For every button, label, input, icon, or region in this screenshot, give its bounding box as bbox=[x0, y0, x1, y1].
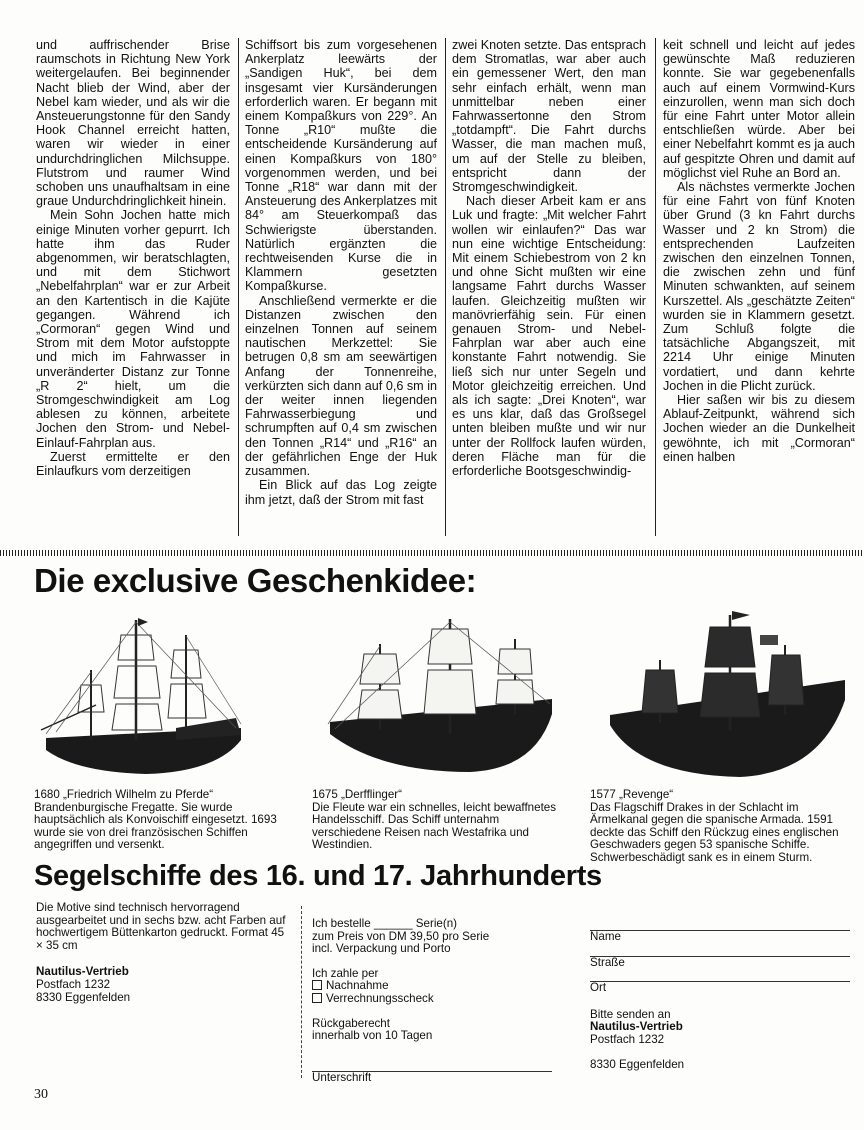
vendor-name: Nautilus-Vertrieb bbox=[36, 965, 129, 979]
name-field[interactable] bbox=[590, 918, 850, 931]
city-label: Ort bbox=[590, 981, 607, 995]
paragraph: Ein Blick auf das Log zeigte ihm jetzt, daß der Strom mit fast bbox=[245, 478, 437, 507]
ship-illustration-friedrich-wilhelm bbox=[36, 600, 246, 786]
page-number: 30 bbox=[34, 1087, 48, 1102]
product-description: Die Motive sind technisch hervorragend ausgearbeitet und in sechs bzw. acht Farben auf hochwertigem Büttenkarton gedruckt. Format 45 × 35 cm bbox=[36, 901, 286, 952]
checkbox-icon[interactable] bbox=[312, 980, 322, 990]
paragraph: keit schnell und leicht auf jedes gewünschte Maß reduzieren konnte. Sie war gegebenenfalls auch auf einem Vormwind-Kurs einzurollen, wenn man sich doch für eine Fahrt unter Motor allein entschließen würde. Aber bei einer Nebelfahrt kommt es ja auch auf gespitzte Ohren und damit auf möglichst viel Ruhe an Bord an. bbox=[663, 38, 855, 180]
send-to-city: 8330 Eggenfelden bbox=[590, 1057, 685, 1071]
ad-title: Segelschiffe des 16. und 17. Jahrhunderts bbox=[34, 860, 602, 892]
column-divider bbox=[655, 38, 656, 536]
vendor-city: 8330 Eggenfelden bbox=[36, 990, 131, 1004]
signature-label: Unterschrift bbox=[312, 1070, 372, 1084]
article-column-1 bbox=[36, 38, 230, 478]
paragraph: Anschließend vermerkte er die Distanzen zwischen den einzelnen Tonnen auf seinem nautischen Merkzettel: Sie betrugen 0,8 sm am seewärtigen Anfang der Tonnenreihe, verkürzten sich dann auf 0,6 sm in der weiter innen liegenden Fahrwasserbiegung und schrumpften auf 0,4 sm zwischen den Tonnen „R14“ und „R16“ an der gefährlichen Enge der Huk zusammen. bbox=[245, 293, 437, 479]
ship-title: 1577 „Revenge“ bbox=[590, 788, 674, 801]
street-label: Straße bbox=[590, 955, 625, 969]
paragraph: zwei Knoten setzte. Das entsprach dem Stromatlas, war aber auch ein gemessener Wert, den man sehr einfach erhält, wenn man unmittelbar neben einer Fahrwassertonne den Strom „totdampft“. Die Fahrt durchs Wasser, die man machen muß, um auf der Stelle zu bleiben, entspricht dann der Stromgeschwindigkeit. bbox=[452, 38, 646, 195]
article-column-2 bbox=[245, 38, 437, 507]
ship-title: 1675 „Derfflinger“ bbox=[312, 788, 403, 801]
paragraph: Als nächstes vermerkte Jochen für eine Fahrt von fünf Knoten über Grund (3 kn Fahrt durchs Wasser und 2 kn Strom) die entsprechenden Laufzeiten zwischen den einzelnen Tonnen, die zwischen zehn und fünf Minuten schwankten, auf seinem Kurszettel. Als „geschätzte Zeiten“ wurden sie in Klammern gesetzt. Zum Schluß folgte die tatsächliche Abgangszeit, mit 2214 Uhr einige Minuten vordatiert, und dann kehrte Jochen in die Plicht zurück. bbox=[663, 180, 855, 393]
ship-description: Das Flagschiff Drakes in der Schlacht im Ärmelkanal gegen die spanische Armada. 1591 deckte das Schiff den Rückzug eines englischen Geschwaders gegen 53 spanische Schiffe. Schwerbeschädigt sank es in einem Sturm. bbox=[590, 800, 839, 864]
article-column-4 bbox=[663, 38, 855, 464]
ship-caption bbox=[34, 789, 282, 852]
ship-description: Die Fleute war ein schnelles, leicht bewaffnetes Handelsschiff. Das Schiff unternahm verschiedene Reisen nach Westafrika und Westindien. bbox=[312, 800, 557, 852]
city-field[interactable] bbox=[590, 969, 850, 982]
ship-title: 1680 „Friedrich Wilhelm zu Pferde“ bbox=[34, 788, 214, 801]
payment-option-label: Nachnahme bbox=[326, 979, 389, 993]
paragraph: Nach dieser Arbeit kam er ans Luk und fragte: „Mit welcher Fahrt wollen wir einlaufen?“ Das war nun eine wichtige Entscheidung: Mit einem Schiebestrom von 2 kn und ohne Sicht mußten wir eine langsame Fahrt durchs Wasser laufen. Gleichzeitig mußten wir manövrierfähig sein. Für einen genauen Strom- und Nebel-Fahrplan war aber auch eine konstante Fahrt notwendig. Sie ließ sich nur unter Segeln und Motor gleichzeitig erreichen. Und als ich sagte: „Drei Knoten“, war es uns klar, daß das Großsegel unten bleiben mußte und wir nur unter der Rollfock laufen würden, deren Fläche man für die erforderliche Bootsgeschwindig- bbox=[452, 194, 646, 479]
name-label: Name bbox=[590, 930, 621, 943]
street-field[interactable] bbox=[590, 944, 850, 957]
price-line: zum Preis von DM 39,50 pro Serie bbox=[312, 929, 490, 943]
return-policy: Rückgaberecht bbox=[312, 1016, 390, 1030]
checkbox-icon[interactable] bbox=[312, 993, 322, 1003]
send-to-address: Postfach 1232 bbox=[590, 1032, 665, 1046]
column-divider bbox=[445, 38, 446, 536]
send-to-name: Nautilus-Vertrieb bbox=[590, 1020, 683, 1034]
ad-product-info bbox=[36, 902, 286, 1004]
article-column-3 bbox=[452, 38, 646, 478]
coupon-cut-line bbox=[301, 906, 302, 1078]
payment-label: Ich zahle per bbox=[312, 966, 379, 980]
paragraph: Zuerst ermittelte er den Einlaufkurs vom derzeitigen bbox=[36, 449, 230, 479]
address-form bbox=[590, 918, 850, 1071]
payment-option-label: Verrechnungsscheck bbox=[326, 991, 434, 1005]
order-form bbox=[312, 918, 562, 1084]
ship-illustration-revenge bbox=[590, 605, 850, 785]
payment-option-cheque[interactable] bbox=[312, 993, 562, 1006]
paragraph: Schiffsort bis zum vorgesehenen Ankerplatz leewärts der „Sandigen Huk“, bei dem insgesamt vier Kursänderungen erforderlich waren. Er begann mit einem Kompaßkurs von 229°. An Tonne „R10“ mußte die entscheidende Kursänderung auf einen Kompaßkurs von 180° vorgenommen werden, und bei Tonne „R18“ war dann mit der Ansteuerung des Ankerplatzes mit 84° am Steuerkompaß das Schwierigste überstanden. Natürlich ergänzten die rechtweisenden Kurse die in Klammern gesetzten Kompaßkurse. bbox=[245, 38, 437, 294]
ship-caption bbox=[590, 789, 852, 865]
paragraph: Mein Sohn Jochen hatte mich einige Minuten vorher gepurrt. Ich hatte ihm das Ruder abgenommen, wir beratschlagten, und mit dem Stichwort „Nebelfahrplan“ war er zur Arbeit an den Kartentisch in die Kajüte gegangen. Während ich „Cormoran“ gegen Wind und Strom mit dem Motor aufstoppte und mich im Fahrwasser in unveränderter Distanz zur Tonne „R 2“ hielt, um die Stromgeschwindigkeit am Log ablesen zu können, arbeitete Jochen den Strom- und Nebel-Einlauf-Fahrplan aus. bbox=[36, 208, 230, 450]
section-divider bbox=[0, 550, 864, 556]
ship-illustration-derfflinger bbox=[320, 604, 560, 784]
send-to-label: Bitte senden an bbox=[590, 1007, 671, 1021]
ship-description: Brandenburgische Fregatte. Sie wurde hauptsächlich als Konvoischiff eingesetzt. 1693 wurde sie von drei französischen Schiffen angegriffen und versenkt. bbox=[34, 800, 277, 852]
return-policy-detail: innerhalb von 10 Tagen bbox=[312, 1029, 433, 1043]
shipping-line: incl. Verpackung und Porto bbox=[312, 942, 451, 956]
ship-caption bbox=[312, 789, 560, 852]
signature-line[interactable] bbox=[312, 1059, 552, 1072]
vendor-address: Postfach 1232 bbox=[36, 977, 111, 991]
ad-headline: Die exclusive Geschenkidee: bbox=[34, 562, 477, 599]
column-divider bbox=[238, 38, 239, 536]
order-quantity-field[interactable]: Ich bestelle ______ Serie(n) bbox=[312, 917, 458, 930]
paragraph: und auffrischender Brise raumschots in Richtung New York weitergelaufen. Bei beginnender Nacht blieb der Wind, aber der Nebel kam wieder, und als wir die Ansteuerungstonne für den Sandy Hook Channel erreicht hatten, waren wir wieder in einer undurchdringlichen Milchsuppe. Flutstrom und raumer Wind schoben uns unaufhaltsam in eine graue Undurchdringlichkeit hinein. bbox=[36, 38, 230, 209]
paragraph: Hier saßen wir bis zu diesem Ablauf-Zeitpunkt, während sich Jochen wieder an die Dunkelheit gewöhnte, ich mit „Cormoran“ einen halben bbox=[663, 393, 855, 464]
